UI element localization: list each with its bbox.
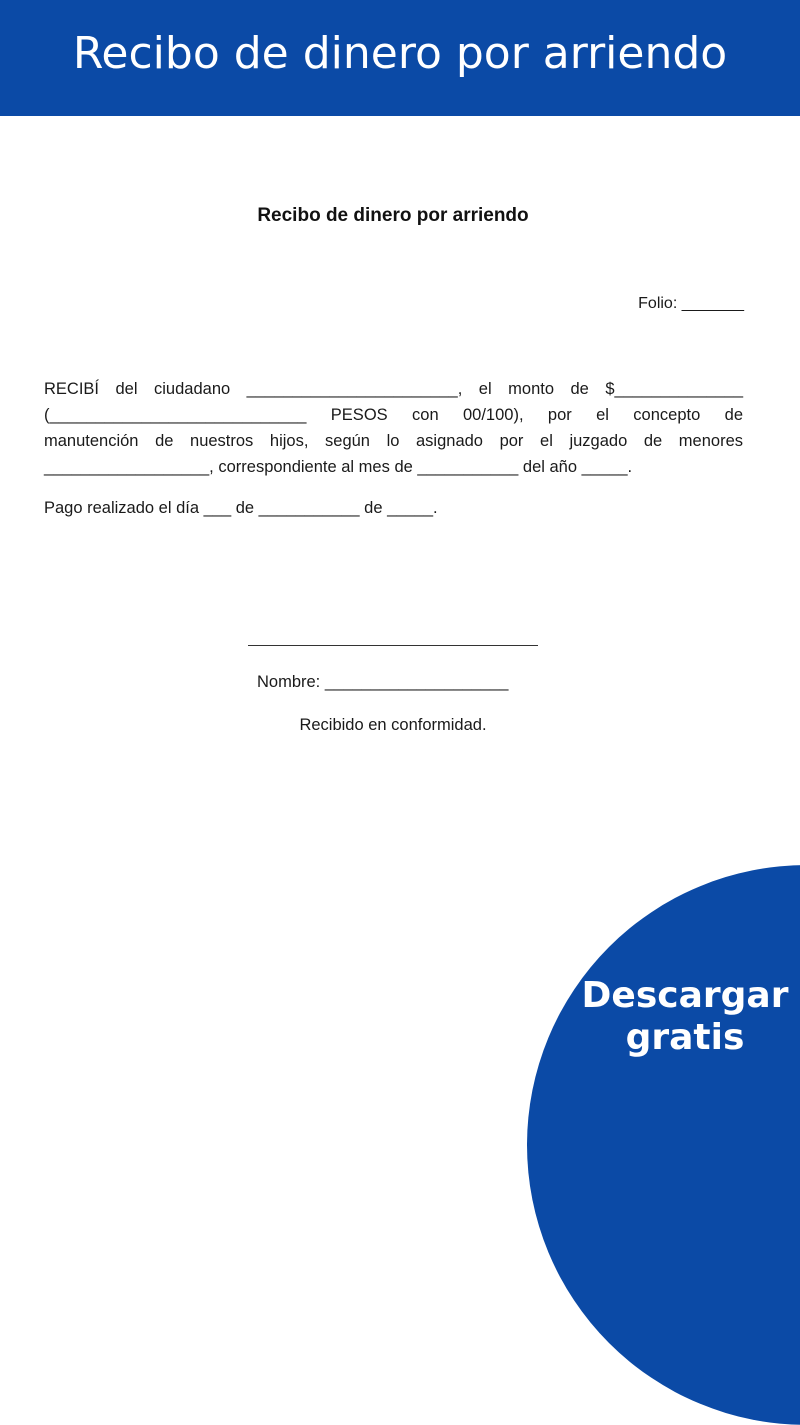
signature-name-field: Nombre: ____________________ — [257, 673, 509, 691]
header-title: Recibo de dinero por arriendo — [72, 28, 728, 79]
document-title: Recibo de dinero por arriendo — [257, 205, 529, 226]
download-corner-shape[interactable] — [527, 865, 800, 1425]
receipt-body-line: RECIBÍ del ciudadano _______________________, el monto de $______________ — [44, 380, 743, 398]
payment-date-line: Pago realizado el día ___ de ___________ de _____. — [44, 499, 438, 517]
folio-field: Folio: _______ — [638, 295, 744, 312]
download-label-line: gratis — [625, 1017, 745, 1058]
receipt-body-line: __________________, correspondiente al mes de ___________ del año _____. — [44, 458, 633, 476]
download-label-line: Descargar — [581, 975, 789, 1016]
receipt-body-line: (____________________________ PESOS con 00/100), por el concepto de — [44, 406, 743, 424]
received-note: Recibido en conformidad. — [299, 716, 487, 734]
receipt-body-line: manutención de nuestros hijos, según lo asignado por el juzgado de menores — [44, 432, 743, 450]
signature-line — [248, 645, 538, 646]
download-button[interactable] — [567, 975, 800, 1059]
receipt-body — [44, 376, 743, 480]
